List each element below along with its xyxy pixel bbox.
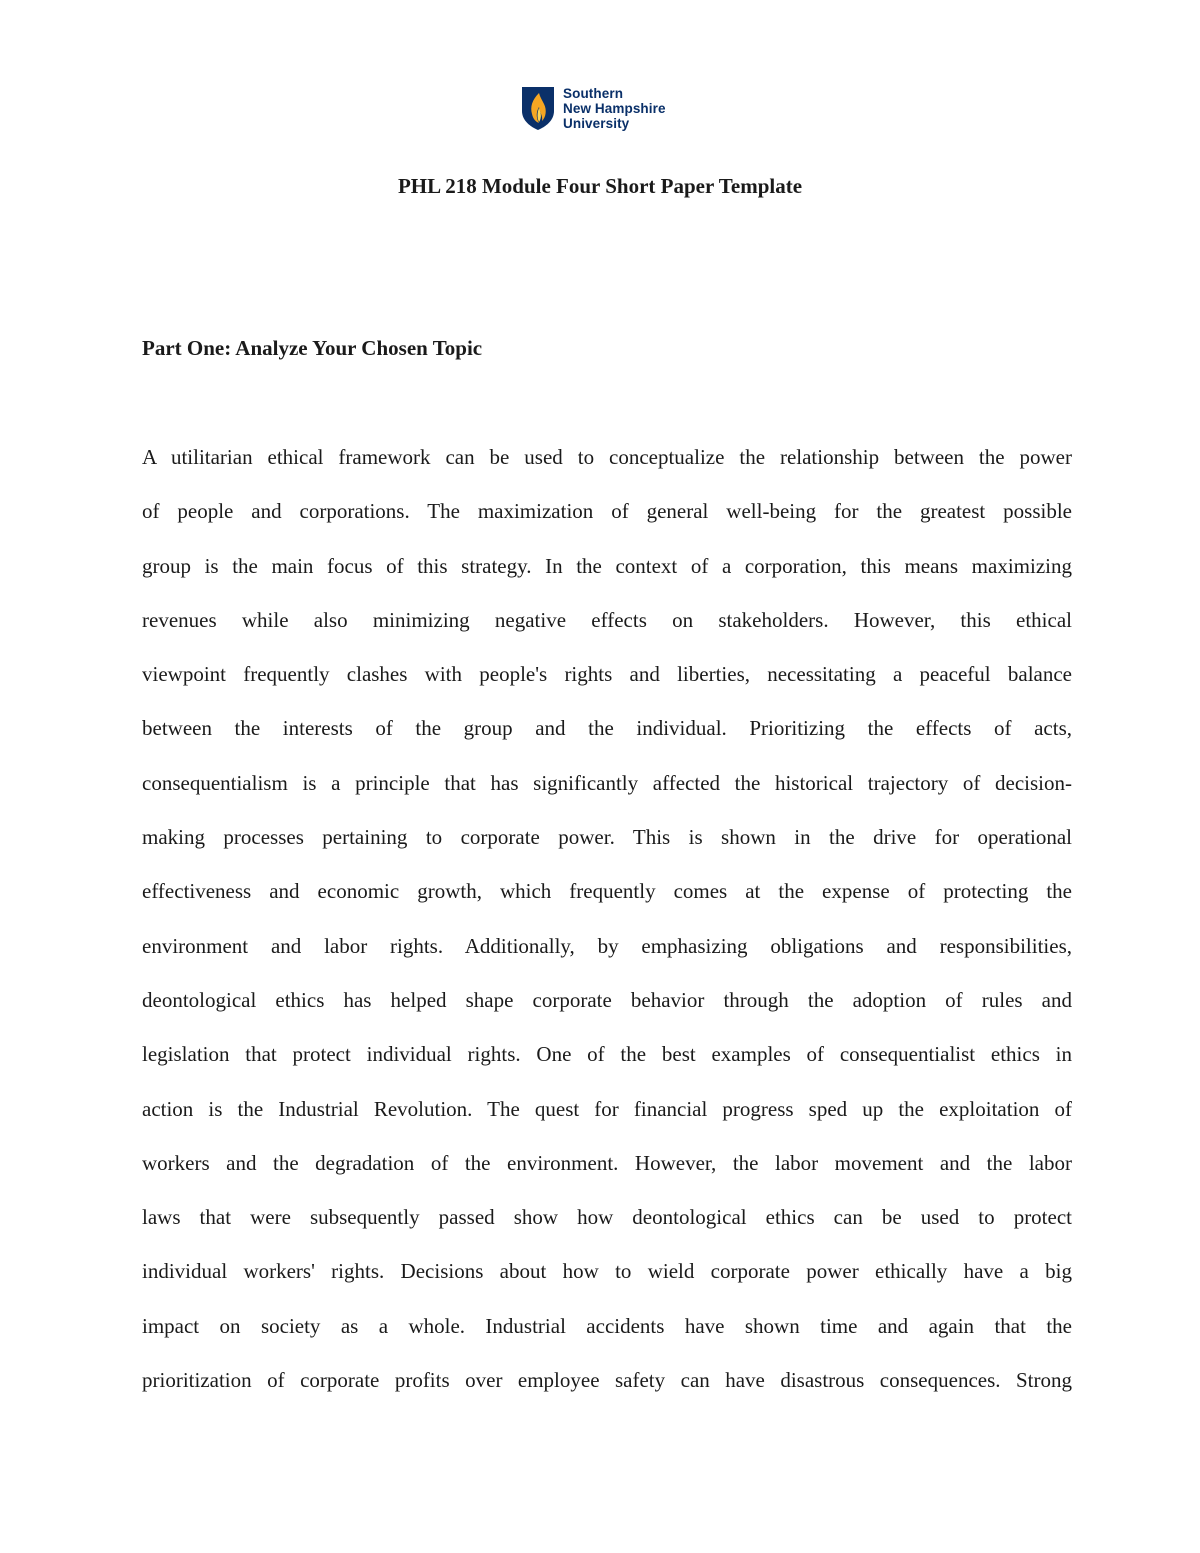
logo-line: Southern [563, 85, 624, 101]
paragraph-line: effectiveness and economic growth, which frequently comes at the expense of protecting the [142, 879, 1072, 904]
paragraph-line: deontological ethics has helped shape corporate behavior through the adoption of rules and [142, 987, 1072, 1012]
paragraph-line: action is the Industrial Revolution. The quest for financial progress sped up the exploitation of [142, 1096, 1072, 1121]
paragraph-line: legislation that protect individual rights. One of the best examples of consequentialist ethics in [142, 1042, 1072, 1067]
logo-wordmark [563, 86, 666, 131]
paragraph-line: group is the main focus of this strategy. In the context of a corporation, this means maximizing [142, 553, 1072, 578]
body-paragraph [142, 443, 1072, 1420]
paragraph-line: laws that were subsequently passed show how deontological ethics can be used to protect [142, 1205, 1072, 1230]
logo-line: University [563, 115, 630, 131]
paragraph-line: revenues while also minimizing negative effects on stakeholders. However, this ethical [142, 607, 1072, 632]
shield-flame-icon [521, 85, 555, 131]
paragraph-line: prioritization of corporate profits over employee safety can have disastrous consequences. Strong [142, 1368, 1072, 1393]
paragraph-line: environment and labor rights. Additionally, by emphasizing obligations and responsibilities, [142, 933, 1072, 958]
university-logo [521, 84, 666, 132]
page-title: PHL 218 Module Four Short Paper Template [397, 174, 803, 198]
paragraph-line: impact on society as a whole. Industrial accidents have shown time and again that the [142, 1313, 1072, 1338]
logo-line: New Hampshire [563, 100, 666, 116]
paragraph-line: A utilitarian ethical framework can be used to conceptualize the relationship between the power [142, 445, 1072, 469]
paragraph-line: between the interests of the group and the individual. Prioritizing the effects of acts, [142, 716, 1072, 741]
paragraph-line: consequentialism is a principle that has significantly affected the historical trajectory of decision- [142, 770, 1072, 795]
paragraph-line: of people and corporations. The maximization of general well-being for the greatest possible [142, 499, 1072, 524]
paragraph-line: individual workers' rights. Decisions about how to wield corporate power ethically have a big [142, 1259, 1072, 1284]
paragraph-line: workers and the degradation of the environment. However, the labor movement and the labor [142, 1150, 1072, 1175]
paragraph-line: making processes pertaining to corporate power. This is shown in the drive for operational [142, 825, 1072, 850]
section-heading: Part One: Analyze Your Chosen Topic [142, 336, 483, 360]
paragraph-line: viewpoint frequently clashes with people's rights and liberties, necessitating a peaceful balance [142, 662, 1072, 687]
